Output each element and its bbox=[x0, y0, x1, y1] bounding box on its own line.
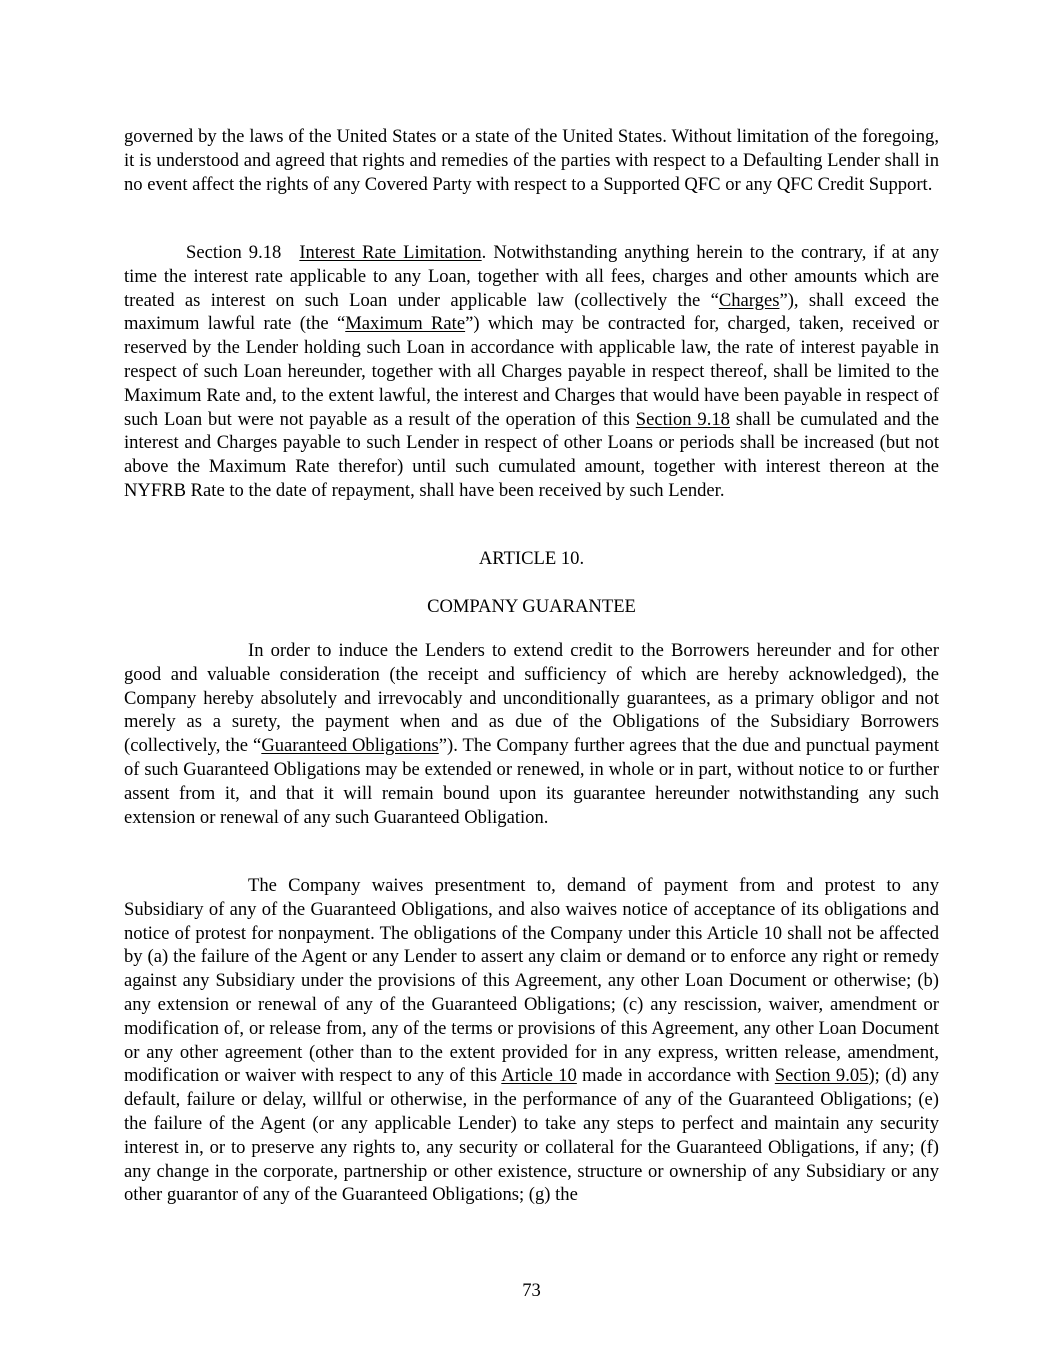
text-run: shall be cumulated and the interest and Charges payable to such Lender in respect of other Loans or periods shall be increased (but not above the Maximum Rate therefor) until such cumulated amount, together with interest thereon at the NYFRB Rate to the date of repayment, shall have been received by such Lender. bbox=[124, 408, 939, 501]
text-run: ); (d) any default, failure or delay, willful or otherwise, in the performance of any of the Guaranteed Obligations; (e) the failure of the Agent (or any applicable Lender) to take any steps to perfect and maintain any security interest in, or to preserve any rights to, any security or collateral for the Guaranteed Obligations, if any; (f) any change in the corporate, partnership or other existence, structure or ownership of any Subsidiary or any other guarantor of any of the Guaranteed Obligations; (g) the bbox=[124, 1065, 939, 1206]
section-number: Section 9.18 bbox=[186, 242, 282, 263]
guarantee-paragraph bbox=[124, 639, 939, 829]
paragraph-qfc-continuation bbox=[124, 125, 939, 196]
cross-reference-article: Article 10 bbox=[501, 1065, 577, 1087]
text-run: ”). The Company further agrees that the due and punctual payment of such Guaranteed Obligations may be extended or renewed, in whole or in part, without notice to or further assent from it, and that it will remain bound upon its guarantee hereunder notwithstanding any such extension or renewal of any such Guaranteed Obligation. bbox=[124, 735, 939, 828]
page-number: 73 bbox=[522, 1280, 541, 1301]
cross-reference-section: Section 9.05 bbox=[774, 1065, 869, 1087]
text-run: made in accordance with bbox=[576, 1065, 775, 1087]
article-number-heading: ARTICLE 10. bbox=[478, 548, 585, 569]
section-9-18-paragraph bbox=[124, 241, 939, 503]
text-run: ”) which may be contracted for, charged, taken, received or reserved by the Lender holding such Loan in accordance with applicable law, the rate of interest payable in respect of such Loan hereunder, together with all Charges payable in respect thereof, shall be limited to the Maximum Rate and, to the extent lawful, the interest and Charges that would have been payable in respect of such Loan but were not payable as a result of the operation of this bbox=[124, 313, 939, 430]
text-run: The Company waives presentment to, demand of payment from and protest to any Subsidiary of any of the Guaranteed Obligations, and also waives notice of acceptance of its obligations and notice of protest for nonpayment. The obligations of the Company under this Article 10 shall not be affected by (a) the failure of the Agent or any Lender to assert any claim or demand or to enforce any right or remedy against any Subsidiary under the provisions of this Agreement, any other Loan Document or otherwise; (b) any extension or renewal of any of the Guaranteed Obligations; (c) any rescission, waiver, amendment or modification of, or release from, any of the terms or provisions of this Agreement, any other Loan Document or any other agreement (other than to the extent provided for in any express, written release, amendment, modification or waiver with respect to any of this bbox=[124, 875, 939, 1087]
section-title: Interest Rate Limitation bbox=[299, 242, 482, 263]
text-run: . Notwithstanding anything herein to the contrary, if at any time the interest rate applicable to any Loan, together with all fees, charges and other amounts which are treated as interest on such Loan under applicable law (collectively the “ bbox=[124, 242, 940, 311]
text-run: ”), shall exceed the maximum lawful rate (the “ bbox=[124, 289, 939, 335]
waiver-paragraph bbox=[124, 874, 939, 1207]
article-title-heading: COMPANY GUARANTEE bbox=[427, 596, 636, 617]
paragraph-text: governed by the laws of the United States or a state of the United States. Without limitation of the foregoing, it is understood and agreed that rights and remedies of the parties with respect to a Defaulting Lender shall in no event affect the rights of any Covered Party with respect to a Supported QFC or any QFC Credit Support. bbox=[124, 126, 939, 195]
defined-term-maximum-rate: Maximum Rate bbox=[345, 313, 466, 335]
cross-reference-section: Section 9.18 bbox=[635, 408, 730, 430]
text-run: In order to induce the Lenders to extend credit to the Borrowers hereunder and for other good and valuable consideration (the receipt and sufficiency of which are hereby acknowledged), the Company hereby absolutely and irrevocably and unconditionally guarantees, as a primary obligor and not merely as a surety, the payment when and as due of the Obligations of the Subsidiary Borrowers (collectively, the “ bbox=[124, 640, 939, 757]
defined-term-guaranteed-obligations: Guaranteed Obligations bbox=[261, 735, 439, 757]
defined-term-charges: Charges bbox=[718, 289, 780, 311]
